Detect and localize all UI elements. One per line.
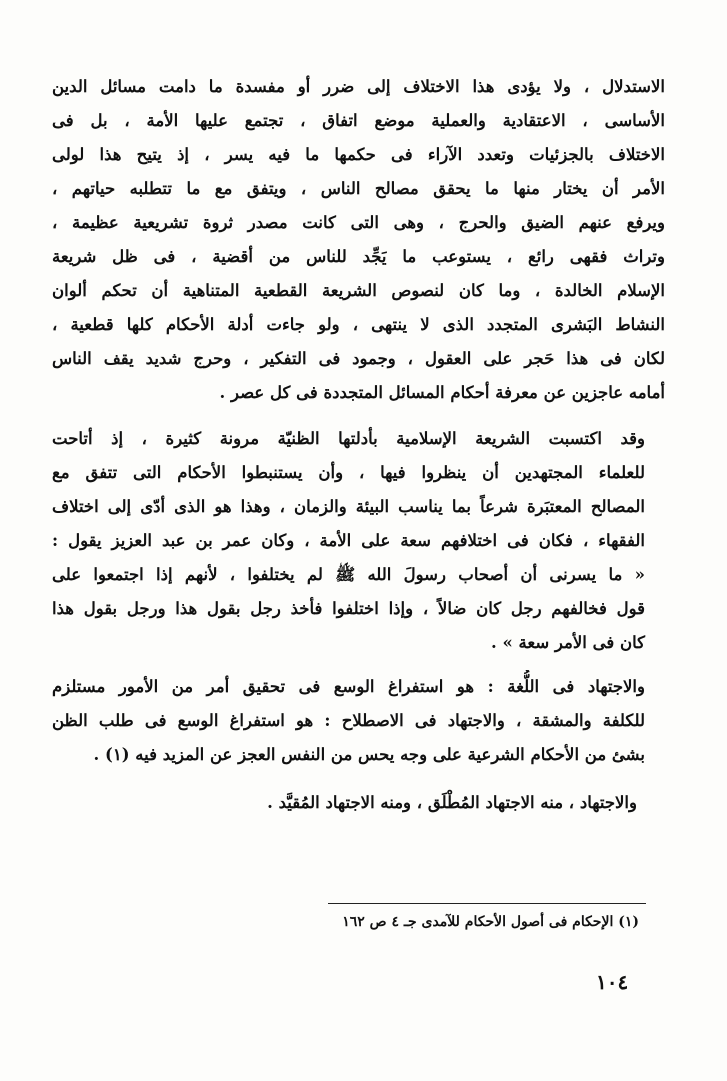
text-line: وقد اكتسبت الشريعة الإسلامية بأدلتها الظنيّة مرونة كثيرة ، إذ أتاحت xyxy=(52,429,645,448)
text-line: « ما يسرنى أن أصحاب رسولَ الله ﷺ لم يختلفوا ، لأنهم إذا اجتمعوا على xyxy=(52,565,645,584)
paragraph-3 xyxy=(52,670,665,772)
text-line: المصالح المعتبَرة شرعاً بما يناسب البيئة والزمان ، وهذا هو الذى أدّى إلى اختلاف xyxy=(52,497,645,516)
page-number: ١٠٤ xyxy=(596,970,629,994)
text-line: لكان فى هذا حَجر على العقول ، وجمود فى التفكير ، وحرج شديد يقف الناس xyxy=(52,349,665,368)
footnote: (١) الإحكام فى أصول الأحكام للآمدى جـ ٤ ص ١٦٢ xyxy=(342,914,639,930)
text-line: الأمر أن يختار منها ما يحقق مصالح الناس ، ويتفق مع ما تتطلبه حياتهم ، xyxy=(52,179,665,198)
text-line: الأساسى ، الاعتقادية والعملية موضع اتفاق ، تجتمع عليها الأمة ، بل فى xyxy=(52,111,665,130)
text-line: ويرفع عنهم الضيق والحرج ، وهى التى كانت مصدر ثروة تشريعية عظيمة ، xyxy=(52,213,665,232)
paragraph-2 xyxy=(52,422,665,660)
text-line: الاستدلال ، ولا يؤدى هذا الاختلاف إلى ضرر أو مفسدة ما دامت مسائل الدين xyxy=(52,77,665,96)
text-line: قول فخالفهم رجل كان ضالاً ، وإذا اختلفوا فأخذ رجل بقول هذا ورجل بقول هذا xyxy=(52,599,645,618)
footnote-divider xyxy=(328,903,646,904)
text-line: أمامه عاجزين عن معرفة أحكام المسائل المتجددة فى كل عصر . xyxy=(219,383,665,402)
text-line: بشئ من الأحكام الشرعية على وجه يحس من النفس العجز عن المزيد فيه (١) . xyxy=(93,745,645,764)
text-line: النشاط البَشرى المتجدد الذى لا ينتهى ، ولو جاءت أدلة الأحكام كلها قطعية ، xyxy=(52,315,665,334)
text-line: الإسلام الخالدة ، وما كان لنصوص الشريعة القطعية المتناهية أن تحكم ألوان xyxy=(52,281,665,300)
text-line: للكلفة والمشقة ، والاجتهاد فى الاصطلاح : هو استفراغ الوسع فى طلب الظن xyxy=(52,711,645,730)
text-line: وتراث فقهى رائع ، يستوعب ما يَجِّد للناس من أقضية ، فى ظل شريعة xyxy=(52,247,665,266)
paragraph-4 xyxy=(52,786,665,820)
text-line: والاجتهاد فى اللُّغة : هو استفراغ الوسع فى تحقيق أمر من الأمور مستلزم xyxy=(52,677,645,696)
paragraph-1 xyxy=(52,70,665,410)
text-line: الفقهاء ، فكان فى اختلافهم سعة على الأمة ، وكان عمر بن عبد العزيز يقول : xyxy=(52,531,645,550)
body-text xyxy=(52,70,665,820)
text-line: الاختلاف بالجزئيات وتعدد الآراء فى حكمها ما فيه يسر ، إذ يتيح هذا لولى xyxy=(52,145,665,164)
text-line: والاجتهاد ، منه الاجتهاد المُطْلَق ، ومنه الاجتهاد المُقيَّد . xyxy=(267,793,637,812)
text-line: كان فى الأمر سعة » . xyxy=(491,633,645,652)
text-line: للعلماء المجتهدين أن ينظروا فيها ، وأن يستنبطوا الأحكام التى تتفق مع xyxy=(52,463,645,482)
